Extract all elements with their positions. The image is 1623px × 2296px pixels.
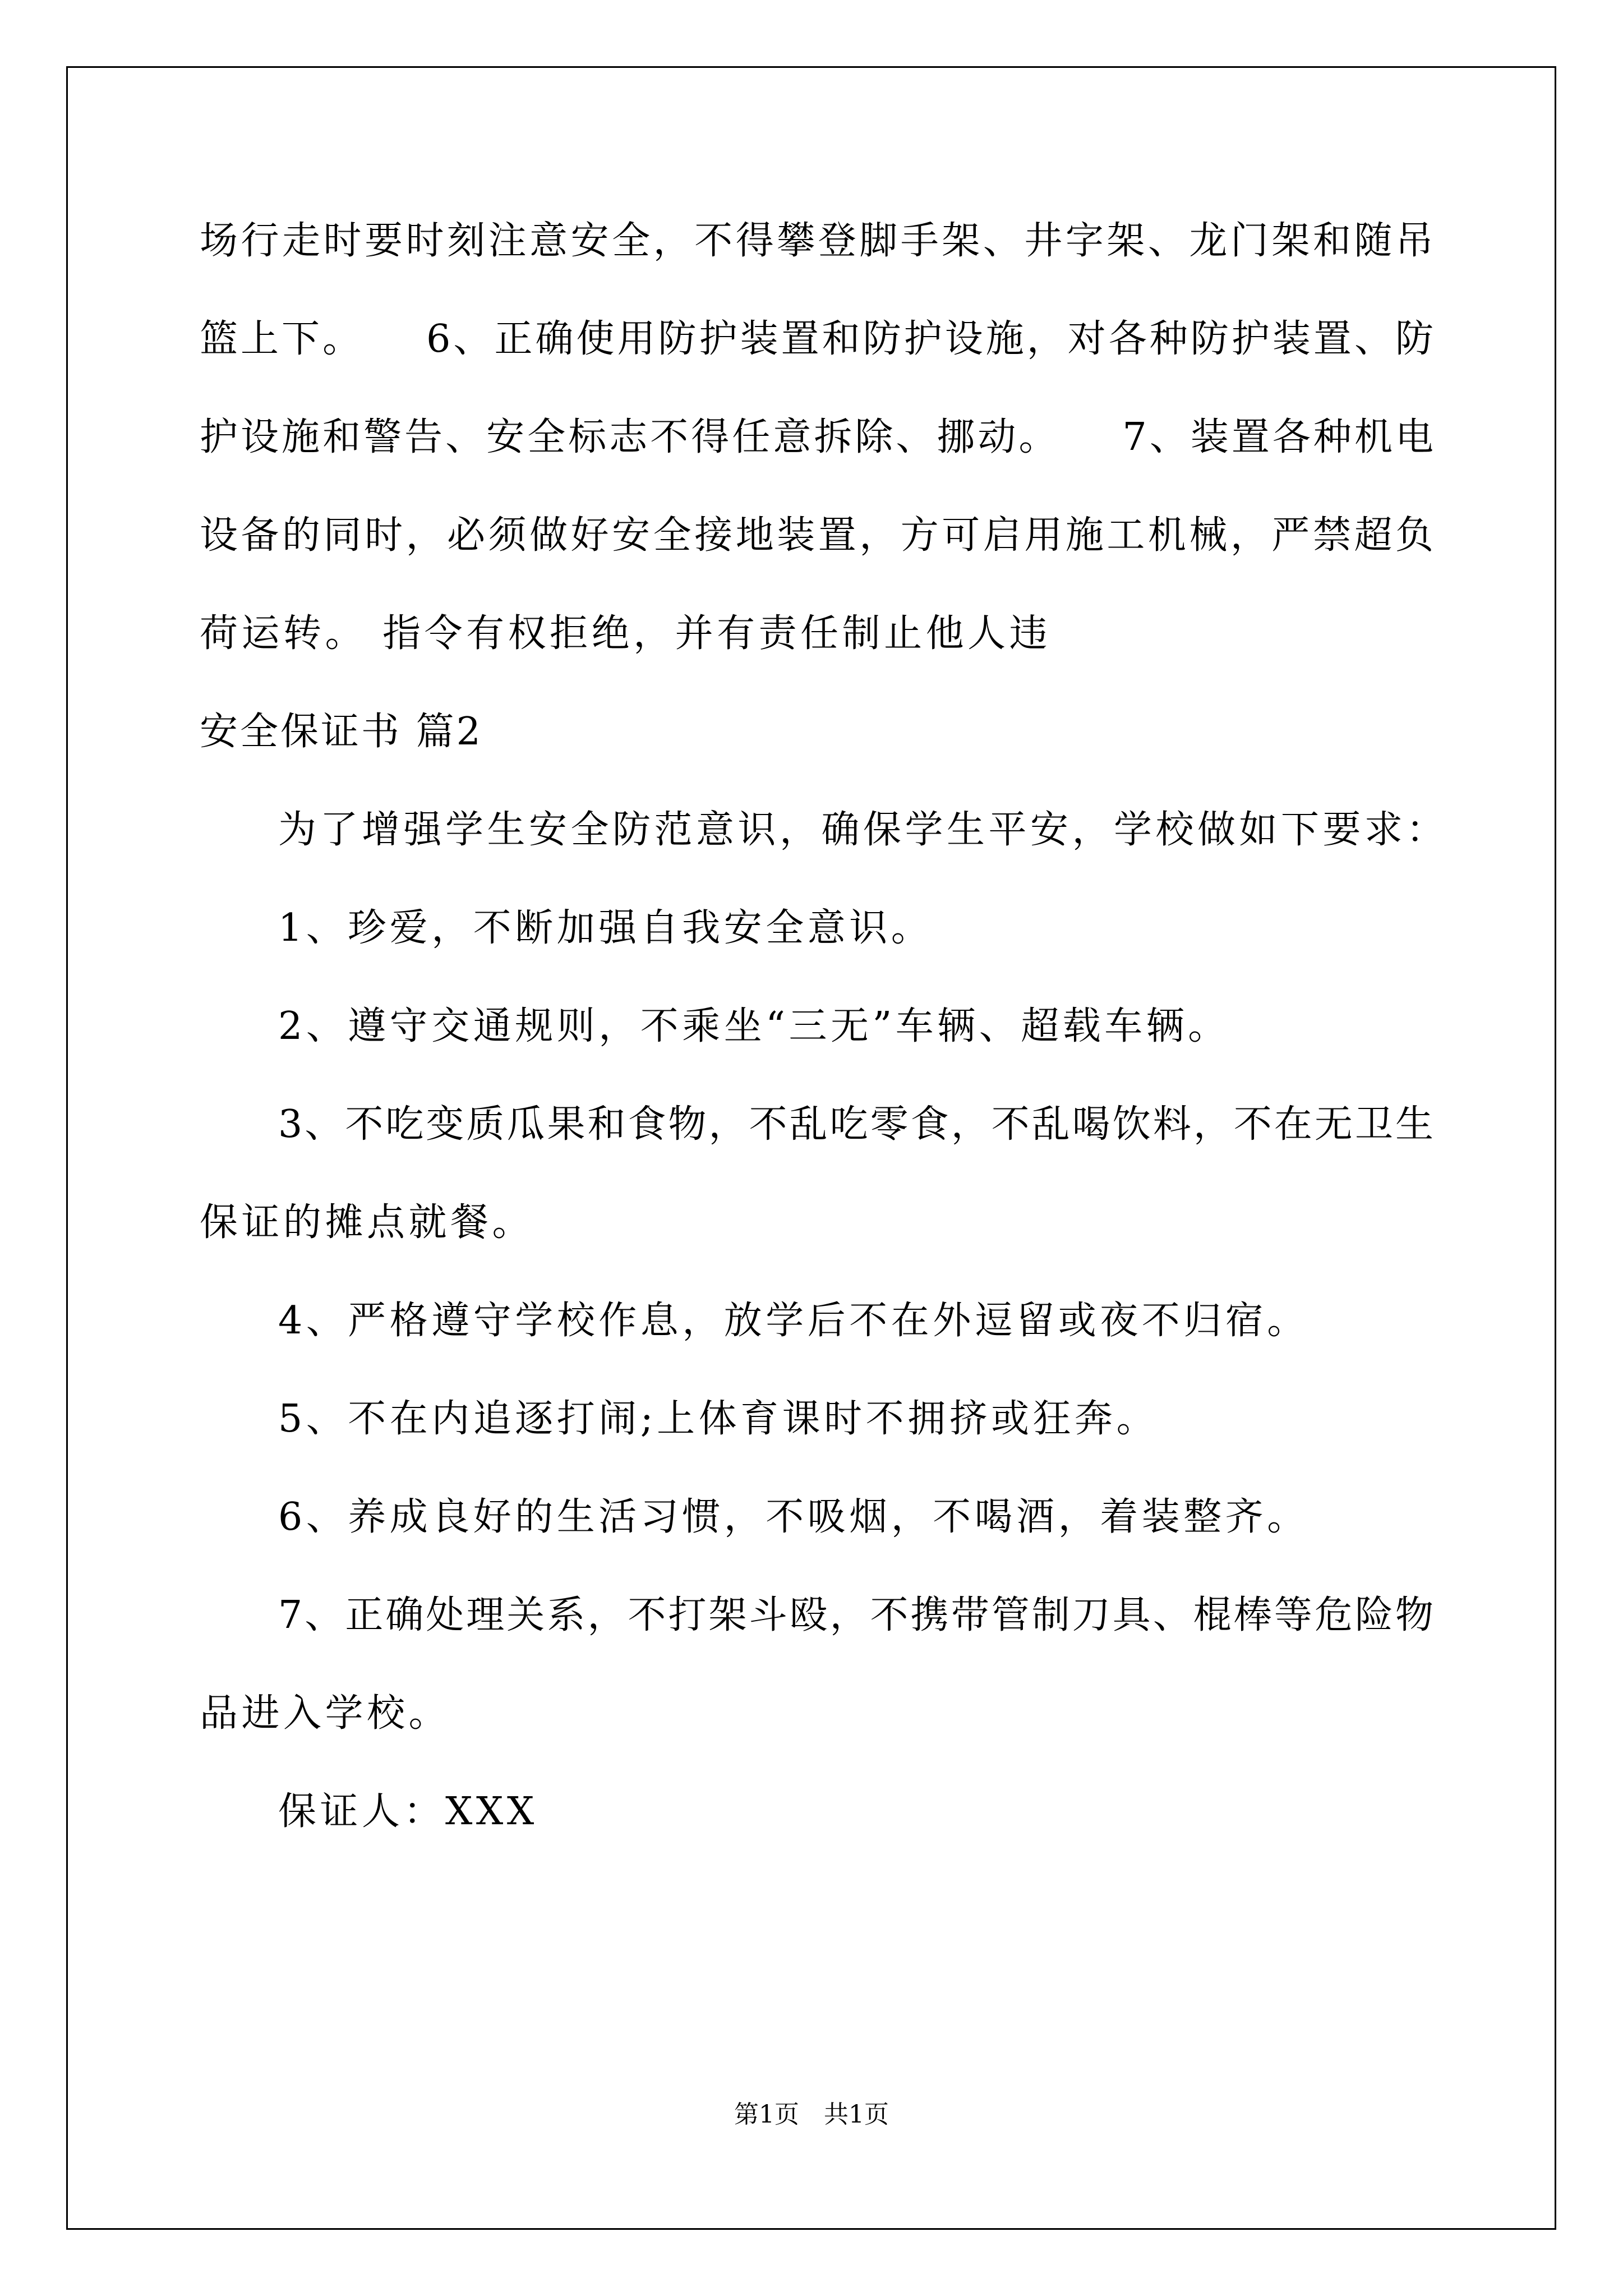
- list-item-2: 2、遵守交通规则，不乘坐“三无”车辆、超载车辆。: [278, 1004, 1230, 1048]
- section-title: 安全保证书 篇2: [200, 710, 483, 754]
- continuation-line-3: 护设施和警告、安全标志不得任意拆除、挪动。 7、装置各种机电: [200, 415, 1433, 459]
- signature-line: 保证人：XXX: [278, 1789, 538, 1834]
- list-item-1: 1、珍爱，不断加强自我安全意识。: [278, 906, 933, 950]
- list-item-5: 5、不在内追逐打闹;上体育课时不拥挤或狂奔。: [278, 1397, 1159, 1441]
- section-intro: 为了增强学生安全防范意识，确保学生平安，学校做如下要求：: [278, 808, 1449, 852]
- list-item-3: 3、不吃变质瓜果和食物，不乱吃零食，不乱喝饮料，不在无卫生: [278, 1102, 1433, 1147]
- list-item-6: 6、养成良好的生活习惯，不吸烟，不喝酒，着装整齐。: [278, 1495, 1309, 1539]
- continuation-line-5: 荷运转。 指令有权拒绝，并有责任制止他人违: [200, 611, 1052, 656]
- list-item-7-continued: 品进入学校。: [200, 1691, 451, 1736]
- list-item-4: 4、严格遵守学校作息，放学后不在外逗留或夜不归宿。: [278, 1299, 1309, 1343]
- list-item-7: 7、正确处理关系，不打架斗殴，不携带管制刀具、棍棒等危险物: [278, 1593, 1433, 1637]
- continuation-line-4: 设备的同时，必须做好安全接地装置，方可启用施工机械，严禁超负: [200, 513, 1433, 558]
- continuation-line-1: 场行走时要时刻注意安全，不得攀登脚手架、井字架、龙门架和随吊: [200, 219, 1433, 263]
- continuation-line-2: 篮上下。 6、正确使用防护装置和防护设施，对各种防护装置、防: [200, 317, 1433, 361]
- list-item-3-continued: 保证的摊点就餐。: [200, 1200, 534, 1245]
- page-footer: 第1页 共1页: [734, 2100, 889, 2129]
